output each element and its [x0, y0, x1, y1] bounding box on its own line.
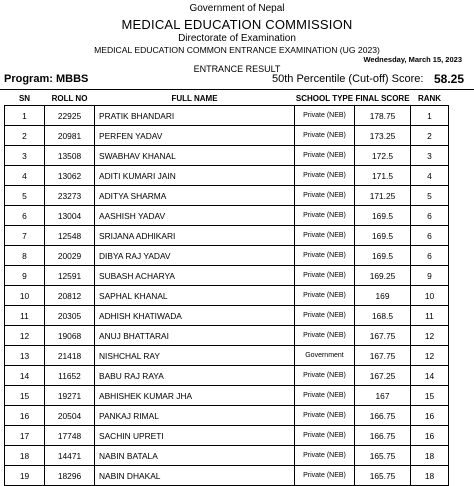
- cell-final-score: 167.75: [355, 346, 411, 366]
- cell-sn: 10: [5, 286, 45, 306]
- cell-sn: 2: [5, 126, 45, 146]
- cell-full-name: SUBASH ACHARYA: [95, 266, 295, 286]
- cell-school-type: Private (NEB): [295, 266, 355, 286]
- cutoff-value: 58.25: [433, 72, 464, 86]
- cell-school-type: Private (NEB): [295, 326, 355, 346]
- cell-sn: 16: [5, 406, 45, 426]
- cell-rank: 3: [411, 146, 449, 166]
- cell-school-type: Private (NEB): [295, 386, 355, 406]
- cell-roll-no: 18296: [45, 466, 95, 486]
- cell-final-score: 178.75: [355, 106, 411, 126]
- cell-full-name: SACHIN UPRETI: [95, 426, 295, 446]
- program-value: MBBS: [56, 73, 89, 85]
- cell-roll-no: 19068: [45, 326, 95, 346]
- cell-rank: 2: [411, 126, 449, 146]
- col-full-name: FULL NAME: [171, 94, 218, 103]
- cell-roll-no: 13062: [45, 166, 95, 186]
- cell-sn: 19: [5, 466, 45, 486]
- cell-rank: 5: [411, 186, 449, 206]
- cell-full-name: NABIN DHAKAL: [95, 466, 295, 486]
- cell-rank: 15: [411, 386, 449, 406]
- government-line: Government of Nepal: [189, 3, 285, 14]
- cell-full-name: ABHISHEK KUMAR JHA: [95, 386, 295, 406]
- cell-final-score: 169.5: [355, 226, 411, 246]
- table-row: [5, 366, 449, 386]
- table-row: [5, 126, 449, 146]
- cell-final-score: 167.75: [355, 326, 411, 346]
- cell-full-name: ADITYA SHARMA: [95, 186, 295, 206]
- cell-school-type: Private (NEB): [295, 186, 355, 206]
- cell-final-score: 165.75: [355, 466, 411, 486]
- cell-school-type: Government: [295, 346, 355, 366]
- cell-sn: 12: [5, 326, 45, 346]
- cell-final-score: 171.25: [355, 186, 411, 206]
- program-row: [4, 72, 464, 88]
- cell-full-name: PANKAJ RIMAL: [95, 406, 295, 426]
- cell-roll-no: 20981: [45, 126, 95, 146]
- cell-sn: 15: [5, 386, 45, 406]
- table-row: [5, 346, 449, 366]
- cell-roll-no: 12591: [45, 266, 95, 286]
- cell-sn: 13: [5, 346, 45, 366]
- cell-school-type: Private (NEB): [295, 366, 355, 386]
- cell-rank: 6: [411, 206, 449, 226]
- cell-full-name: ANUJ BHATTARAI: [95, 326, 295, 346]
- col-sn: SN: [18, 94, 31, 103]
- cell-rank: 12: [411, 346, 449, 366]
- cell-school-type: Private (NEB): [295, 226, 355, 246]
- cell-sn: 4: [5, 166, 45, 186]
- table-row: [5, 306, 449, 326]
- cell-roll-no: 20504: [45, 406, 95, 426]
- cell-sn: 7: [5, 226, 45, 246]
- table-row: [5, 286, 449, 306]
- table-body: [5, 106, 449, 486]
- cell-school-type: Private (NEB): [295, 166, 355, 186]
- directorate-line: Directorate of Examination: [178, 33, 296, 44]
- cell-rank: 6: [411, 226, 449, 246]
- cell-school-type: Private (NEB): [295, 406, 355, 426]
- cell-sn: 8: [5, 246, 45, 266]
- cell-school-type: Private (NEB): [295, 286, 355, 306]
- cell-sn: 17: [5, 426, 45, 446]
- cell-rank: 16: [411, 406, 449, 426]
- col-school-type: SCHOOL TYPE: [295, 94, 354, 103]
- cell-final-score: 171.5: [355, 166, 411, 186]
- cutoff-label: 50th Percentile (Cut-off) Score:: [272, 73, 424, 85]
- cell-rank: 1: [411, 106, 449, 126]
- cell-roll-no: 12548: [45, 226, 95, 246]
- cell-sn: 6: [5, 206, 45, 226]
- cell-school-type: Private (NEB): [295, 306, 355, 326]
- cell-school-type: Private (NEB): [295, 146, 355, 166]
- cell-full-name: BABU RAJ RAYA: [95, 366, 295, 386]
- cell-roll-no: 13004: [45, 206, 95, 226]
- cell-full-name: ADHISH KHATIWADA: [95, 306, 295, 326]
- table-row: [5, 386, 449, 406]
- cell-full-name: PERFEN YADAV: [95, 126, 295, 146]
- cell-final-score: 168.5: [355, 306, 411, 326]
- cell-school-type: Private (NEB): [295, 246, 355, 266]
- cell-full-name: SWABHAV KHANAL: [95, 146, 295, 166]
- cell-full-name: NABIN BATALA: [95, 446, 295, 466]
- cell-roll-no: 13508: [45, 146, 95, 166]
- cell-sn: 3: [5, 146, 45, 166]
- cell-roll-no: 22925: [45, 106, 95, 126]
- cell-final-score: 169: [355, 286, 411, 306]
- table-row: [5, 206, 449, 226]
- table-row: [5, 226, 449, 246]
- table-row: [5, 326, 449, 346]
- cell-rank: 16: [411, 426, 449, 446]
- cell-rank: 14: [411, 366, 449, 386]
- cell-final-score: 173.25: [355, 126, 411, 146]
- cell-rank: 4: [411, 166, 449, 186]
- result-table: [4, 92, 449, 486]
- cell-full-name: PRATIK BHANDARI: [95, 106, 295, 126]
- cell-final-score: 169.25: [355, 266, 411, 286]
- commission-title: MEDICAL EDUCATION COMMISSION: [121, 17, 353, 32]
- cell-school-type: Private (NEB): [295, 466, 355, 486]
- cell-roll-no: 23273: [45, 186, 95, 206]
- cell-full-name: NISHCHAL RAY: [95, 346, 295, 366]
- cell-final-score: 166.75: [355, 426, 411, 446]
- cell-school-type: Private (NEB): [295, 206, 355, 226]
- cell-rank: 12: [411, 326, 449, 346]
- cell-full-name: SRIJANA ADHIKARI: [95, 226, 295, 246]
- table-row: [5, 186, 449, 206]
- result-date: Wednesday, March 15, 2023: [363, 55, 462, 64]
- program-label: Program:: [4, 73, 53, 85]
- col-rank: RANK: [417, 94, 442, 103]
- table-header-row: [5, 92, 449, 106]
- cell-final-score: 167.25: [355, 366, 411, 386]
- cell-full-name: AASHISH YADAV: [95, 206, 295, 226]
- exam-title: MEDICAL EDUCATION COMMON ENTRANCE EXAMINATION (UG 2023): [94, 45, 380, 55]
- cell-final-score: 169.5: [355, 206, 411, 226]
- cell-sn: 5: [5, 186, 45, 206]
- table-row: [5, 406, 449, 426]
- cell-full-name: DIBYA RAJ YADAV: [95, 246, 295, 266]
- cell-final-score: 165.75: [355, 446, 411, 466]
- cell-rank: 10: [411, 286, 449, 306]
- cell-school-type: Private (NEB): [295, 446, 355, 466]
- cell-sn: 9: [5, 266, 45, 286]
- cell-sn: 1: [5, 106, 45, 126]
- header-divider: [0, 89, 474, 90]
- cell-rank: 11: [411, 306, 449, 326]
- col-final-score: FINAL SCORE: [355, 94, 410, 103]
- cell-roll-no: 19271: [45, 386, 95, 406]
- cell-rank: 6: [411, 246, 449, 266]
- cell-sn: 11: [5, 306, 45, 326]
- col-roll-no: ROLL NO: [51, 94, 88, 103]
- cell-rank: 9: [411, 266, 449, 286]
- cell-final-score: 169.5: [355, 246, 411, 266]
- cell-sn: 14: [5, 366, 45, 386]
- cell-roll-no: 20305: [45, 306, 95, 326]
- cell-final-score: 166.75: [355, 406, 411, 426]
- table-row: [5, 106, 449, 126]
- cell-roll-no: 21418: [45, 346, 95, 366]
- cell-roll-no: 17748: [45, 426, 95, 446]
- table-row: [5, 266, 449, 286]
- table-row: [5, 146, 449, 166]
- table-row: [5, 246, 449, 266]
- cell-full-name: SAPHAL KHANAL: [95, 286, 295, 306]
- cell-school-type: Private (NEB): [295, 426, 355, 446]
- cell-full-name: ADITI KUMARI JAIN: [95, 166, 295, 186]
- cell-roll-no: 20812: [45, 286, 95, 306]
- cell-rank: 18: [411, 466, 449, 486]
- cell-school-type: Private (NEB): [295, 106, 355, 126]
- table-row: [5, 466, 449, 486]
- cell-final-score: 172.5: [355, 146, 411, 166]
- cell-roll-no: 11652: [45, 366, 95, 386]
- cell-rank: 18: [411, 446, 449, 466]
- cell-roll-no: 14471: [45, 446, 95, 466]
- cell-roll-no: 20029: [45, 246, 95, 266]
- table-row: [5, 426, 449, 446]
- table-row: [5, 446, 449, 466]
- table-row: [5, 166, 449, 186]
- cell-school-type: Private (NEB): [295, 126, 355, 146]
- cell-sn: 18: [5, 446, 45, 466]
- cell-final-score: 167: [355, 386, 411, 406]
- result-title: ENTRANCE RESULT: [193, 64, 281, 74]
